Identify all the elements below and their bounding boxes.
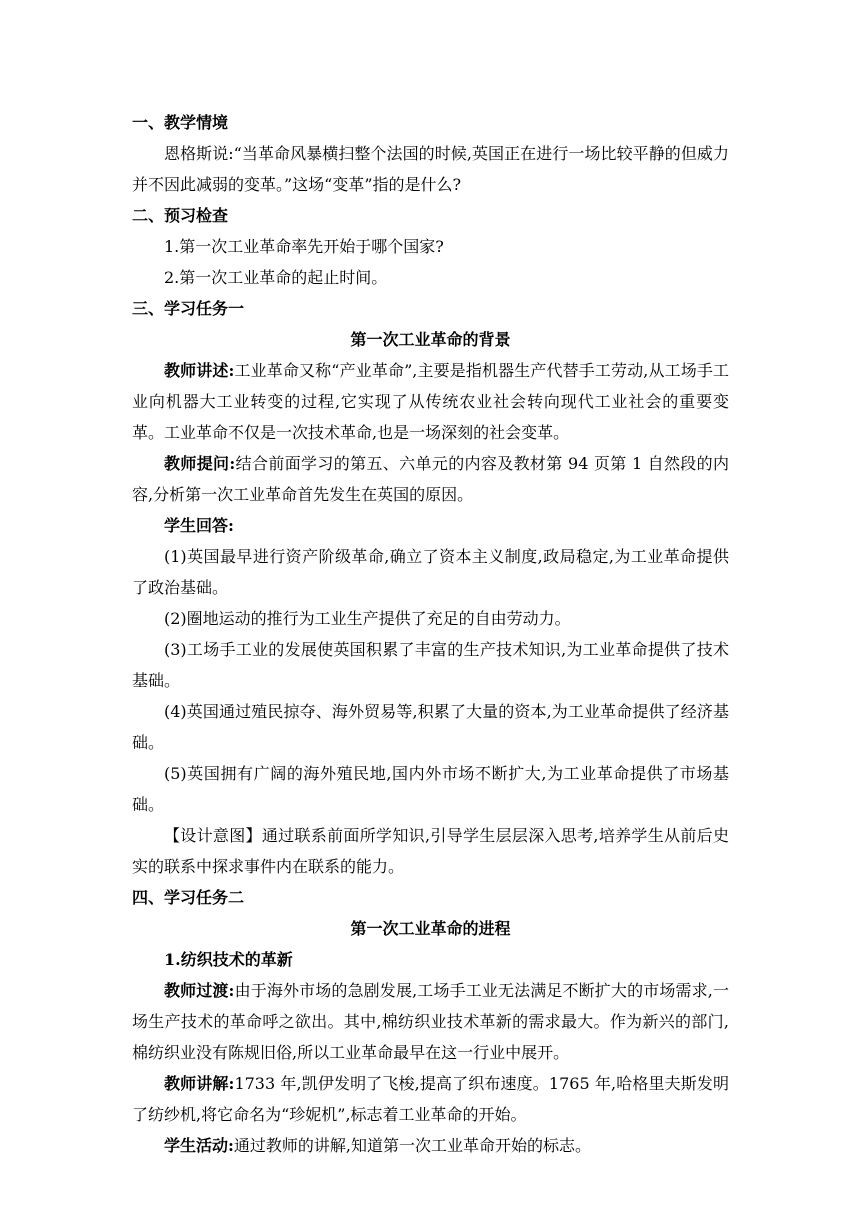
design-intent-text: 通过联系前面所学知识,引导学生层层深入思考,培养学生从前后史实的联系中探求事件内在联系的能力。	[132, 826, 729, 876]
section-heading-task-one: 三、学习任务一	[132, 299, 245, 318]
teacher-transition-text: 由于海外市场的急剧发展,工场手工业无法满足不断扩大的市场需求,一场生产技术的革命呼之欲出。其中,棉纺织业技术革新的需求最大。作为新兴的部门,棉纺织业没有陈规旧俗,所以工业革命最早在这一行业中展开。	[132, 981, 729, 1062]
design-intent-paragraph	[132, 820, 729, 882]
task-one-title: 第一次工业革命的背景	[350, 330, 511, 349]
student-activity-text: 通过教师的讲解,知道第一次工业革命开始的标志。	[233, 1136, 592, 1155]
teacher-lecture-paragraph	[132, 355, 729, 448]
answer-item-1: (1)英国最早进行资产阶级革命,确立了资本主义制度,政局稳定,为工业革命提供了政治基础。	[132, 547, 729, 597]
textile-innovation-subheading: 1.纺织技术的革新	[164, 950, 293, 969]
section-heading-teaching-context: 一、教学情境	[132, 113, 229, 132]
design-intent-label: 【设计意图】	[164, 826, 262, 845]
teacher-lecture-text: 工业革命又称“产业革命”,主要是指机器生产代替手工劳动,从工场手工业向机器大工业转变的过程,它实现了从传统农业社会转向现代工业社会的重要变革。工业革命不仅是一次技术革命,也是一场深刻的社会变革。	[132, 361, 729, 442]
teacher-question-text: 结合前面学习的第五、六单元的内容及教材第 94 页第 1 自然段的内容,分析第一次工业革命首先发生在英国的原因。	[132, 454, 729, 504]
task-two-title: 第一次工业革命的进程	[350, 919, 511, 938]
student-activity-label: 学生活动:	[164, 1136, 234, 1155]
teacher-lecture-label: 教师讲述:	[164, 361, 235, 380]
answer-item-4: (4)英国通过殖民掠夺、海外贸易等,积累了大量的资本,为工业革命提供了经济基础。	[132, 702, 729, 752]
answer-item-2: (2)圈地运动的推行为工业生产提供了充足的自由劳动力。	[164, 609, 571, 628]
teacher-question-label: 教师提问:	[164, 454, 236, 473]
document-body	[132, 107, 729, 1161]
student-answer-label: 学生回答:	[164, 516, 234, 535]
student-activity-paragraph	[132, 1130, 729, 1161]
teacher-explain-text: 1733 年,凯伊发明了飞梭,提高了织布速度。1765 年,哈格里夫斯发明了纺纱机,将它命名为“珍妮机”,标志着工业革命的开始。	[132, 1074, 729, 1124]
teacher-transition-label: 教师过渡:	[164, 981, 235, 1000]
teacher-explain-paragraph	[132, 1068, 729, 1130]
answer-item-3: (3)工场手工业的发展使英国积累了丰富的生产技术知识,为工业革命提供了技术基础。	[132, 640, 729, 690]
preview-question-1: 1.第一次工业革命率先开始于哪个国家?	[164, 237, 444, 256]
teacher-question-paragraph	[132, 448, 729, 510]
section-heading-preview-check: 二、预习检查	[132, 206, 229, 225]
teacher-explain-label: 教师讲解:	[164, 1074, 235, 1093]
section-heading-task-two: 四、学习任务二	[132, 888, 245, 907]
answer-item-5: (5)英国拥有广阔的海外殖民地,国内外市场不断扩大,为工业革命提供了市场基础。	[132, 764, 729, 814]
engels-quote-paragraph: 恩格斯说:“当革命风暴横扫整个法国的时候,英国正在进行一场比较平静的但威力并不因此减弱的变革。”这场“变革”指的是什么?	[132, 144, 729, 194]
preview-question-2: 2.第一次工业革命的起止时间。	[164, 268, 388, 287]
teacher-transition-paragraph	[132, 975, 729, 1068]
